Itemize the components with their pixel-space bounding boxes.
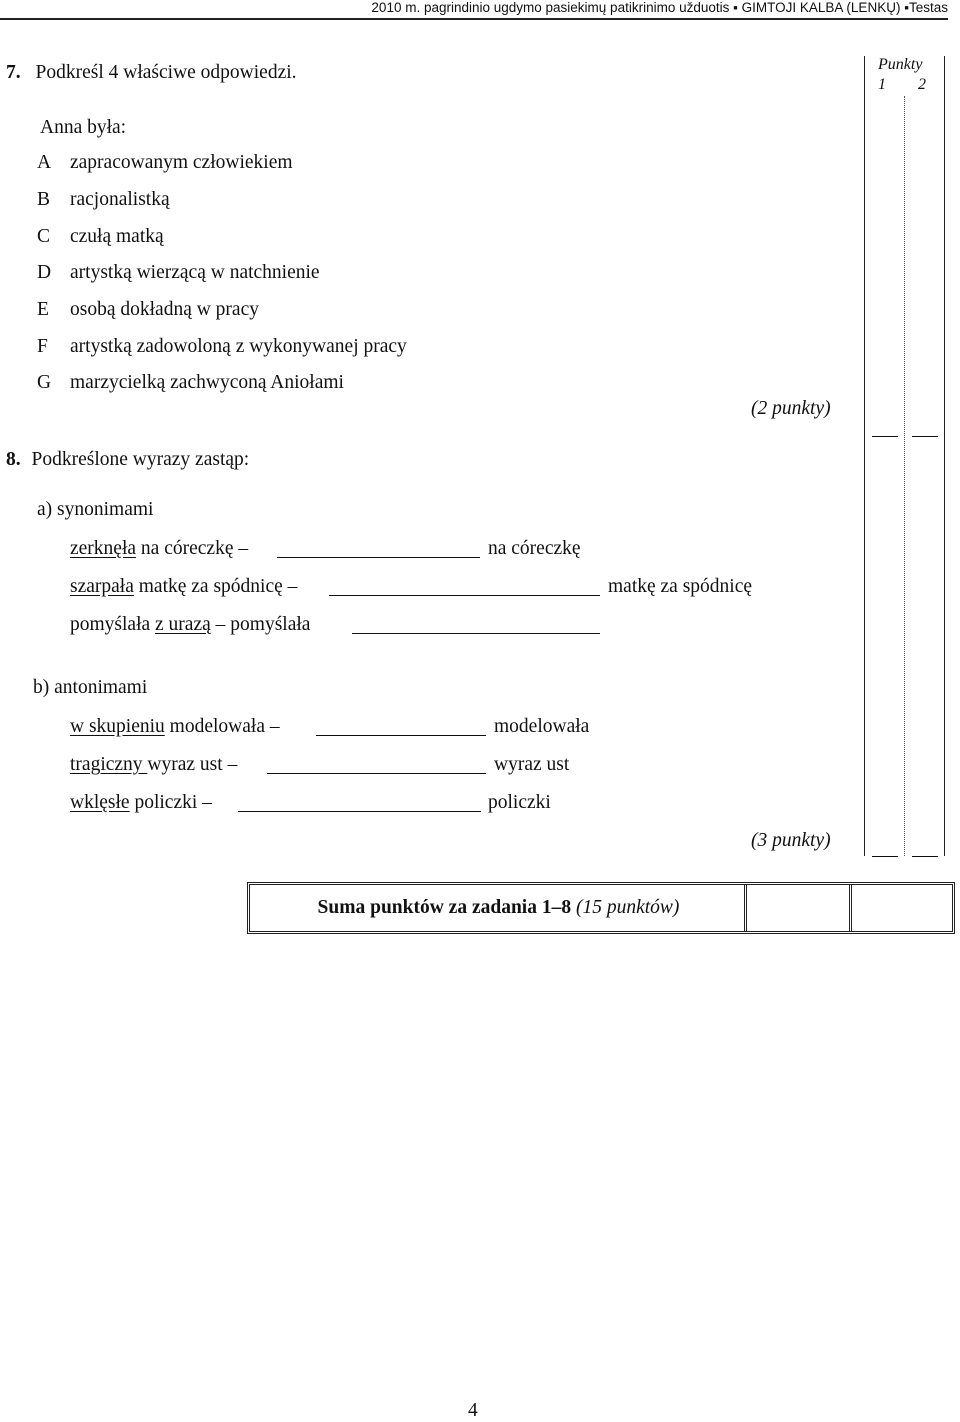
score-column-divider [904, 96, 905, 856]
page-number: 4 [468, 1400, 478, 1421]
header-text: 2010 m. pagrindinio ugdymo pasiekimų patikrinimo užduotis ▪ GIMTOJI KALBA (LENKŲ) ▪Testas [371, 0, 948, 15]
q8-number: 8. [6, 449, 21, 470]
phrase-rest: wyraz ust – [147, 754, 238, 775]
q8-b-row-1-after: modelowała [494, 716, 590, 737]
q7-score-blank-1[interactable] [872, 436, 898, 437]
header-rule [0, 18, 948, 20]
q8-a-answer-1-field[interactable] [277, 557, 480, 558]
summary-divider-1 [744, 885, 747, 931]
q8-b-row-3 [70, 792, 212, 814]
q8-part-b-label: b) antonimami [33, 677, 148, 698]
q8-a-row-2-after: matkę za spódnicę [608, 576, 753, 597]
q7-stem: Anna była: [40, 117, 127, 138]
q8-b-row-1 [70, 716, 280, 738]
q8-b-answer-1-field[interactable] [316, 735, 486, 736]
underlined-word: wklęsłe [70, 792, 130, 813]
q8-a-row-2 [70, 576, 297, 598]
option-text[interactable]: zapracowanym człowiekiem [70, 152, 293, 173]
option-letter: C [37, 226, 51, 247]
underlined-word: z urazą [155, 614, 211, 635]
phrase-rest: – pomyślała [210, 614, 311, 635]
option-text[interactable]: osobą dokładną w pracy [70, 299, 259, 320]
option-letter: G [37, 372, 52, 393]
option-text[interactable]: marzycielką zachwyconą Aniołami [70, 372, 344, 393]
phrase-rest: na córeczkę – [136, 538, 249, 559]
q8-a-answer-2-field[interactable] [329, 595, 600, 596]
score-col-1-label: 1 [878, 76, 886, 93]
summary-score-cell-1[interactable] [750, 885, 846, 931]
q7-header [6, 62, 297, 84]
summary-divider-2 [849, 885, 852, 931]
score-col-2-label: 2 [918, 76, 926, 93]
phrase-rest: policzki – [129, 792, 212, 813]
underlined-word: tragiczny [70, 754, 148, 775]
phrase-rest: modelowała – [164, 716, 280, 737]
summary-box [247, 882, 955, 934]
phrase-rest: matkę za spódnicę – [133, 576, 298, 597]
option-text[interactable]: artystką zadowoloną z wykonywanej pracy [70, 336, 407, 357]
summary-italic-text: (15 punktów) [571, 897, 680, 918]
summary-label [250, 885, 747, 931]
q8-a-row-1-after: na córeczkę [488, 538, 581, 559]
summary-score-cell-2[interactable] [855, 885, 951, 931]
underlined-word: zerknęła [70, 538, 137, 559]
q7-number: 7. [6, 62, 21, 83]
option-letter: A [37, 152, 52, 173]
option-letter: E [37, 299, 49, 320]
phrase-pre: pomyślała [70, 614, 156, 635]
score-column-left-border [864, 56, 865, 856]
option-letter: D [37, 262, 52, 283]
underlined-word: szarpała [70, 576, 134, 597]
q8-score-blank-2[interactable] [912, 856, 938, 857]
option-letter: B [37, 189, 51, 210]
option-text[interactable]: racjonalistką [70, 189, 170, 210]
q7-score-blank-2[interactable] [912, 436, 938, 437]
q8-a-answer-3-field[interactable] [352, 633, 600, 634]
q8-b-row-2 [70, 754, 237, 776]
score-column-right-border [944, 56, 945, 856]
q7-instruction: Podkreśl 4 właściwe odpowiedzi. [35, 62, 297, 83]
q8-b-row-2-after: wyraz ust [494, 754, 570, 775]
summary-bold-text: Suma punktów za zadania 1–8 [317, 897, 572, 918]
q8-a-row-3 [70, 614, 310, 636]
score-column-title: Punkty [878, 56, 923, 73]
q8-a-row-1 [70, 538, 248, 560]
underlined-word: w skupieniu [70, 716, 165, 737]
q8-score-blank-1[interactable] [872, 856, 898, 857]
option-text[interactable]: artystką wierzącą w natchnienie [70, 262, 320, 283]
q8-instruction: Podkreślone wyrazy zastąp: [31, 449, 250, 470]
option-text[interactable]: czułą matką [70, 226, 164, 247]
q8-points: (3 punkty) [751, 830, 831, 851]
q8-b-answer-3-field[interactable] [238, 811, 481, 812]
q8-b-answer-2-field[interactable] [267, 773, 486, 774]
q8-b-row-3-after: policzki [488, 792, 551, 813]
page-header [0, 0, 948, 18]
q8-header [6, 449, 249, 471]
option-letter: F [37, 336, 48, 357]
q7-points: (2 punkty) [751, 398, 831, 419]
q8-part-a-label: a) synonimami [37, 499, 154, 520]
